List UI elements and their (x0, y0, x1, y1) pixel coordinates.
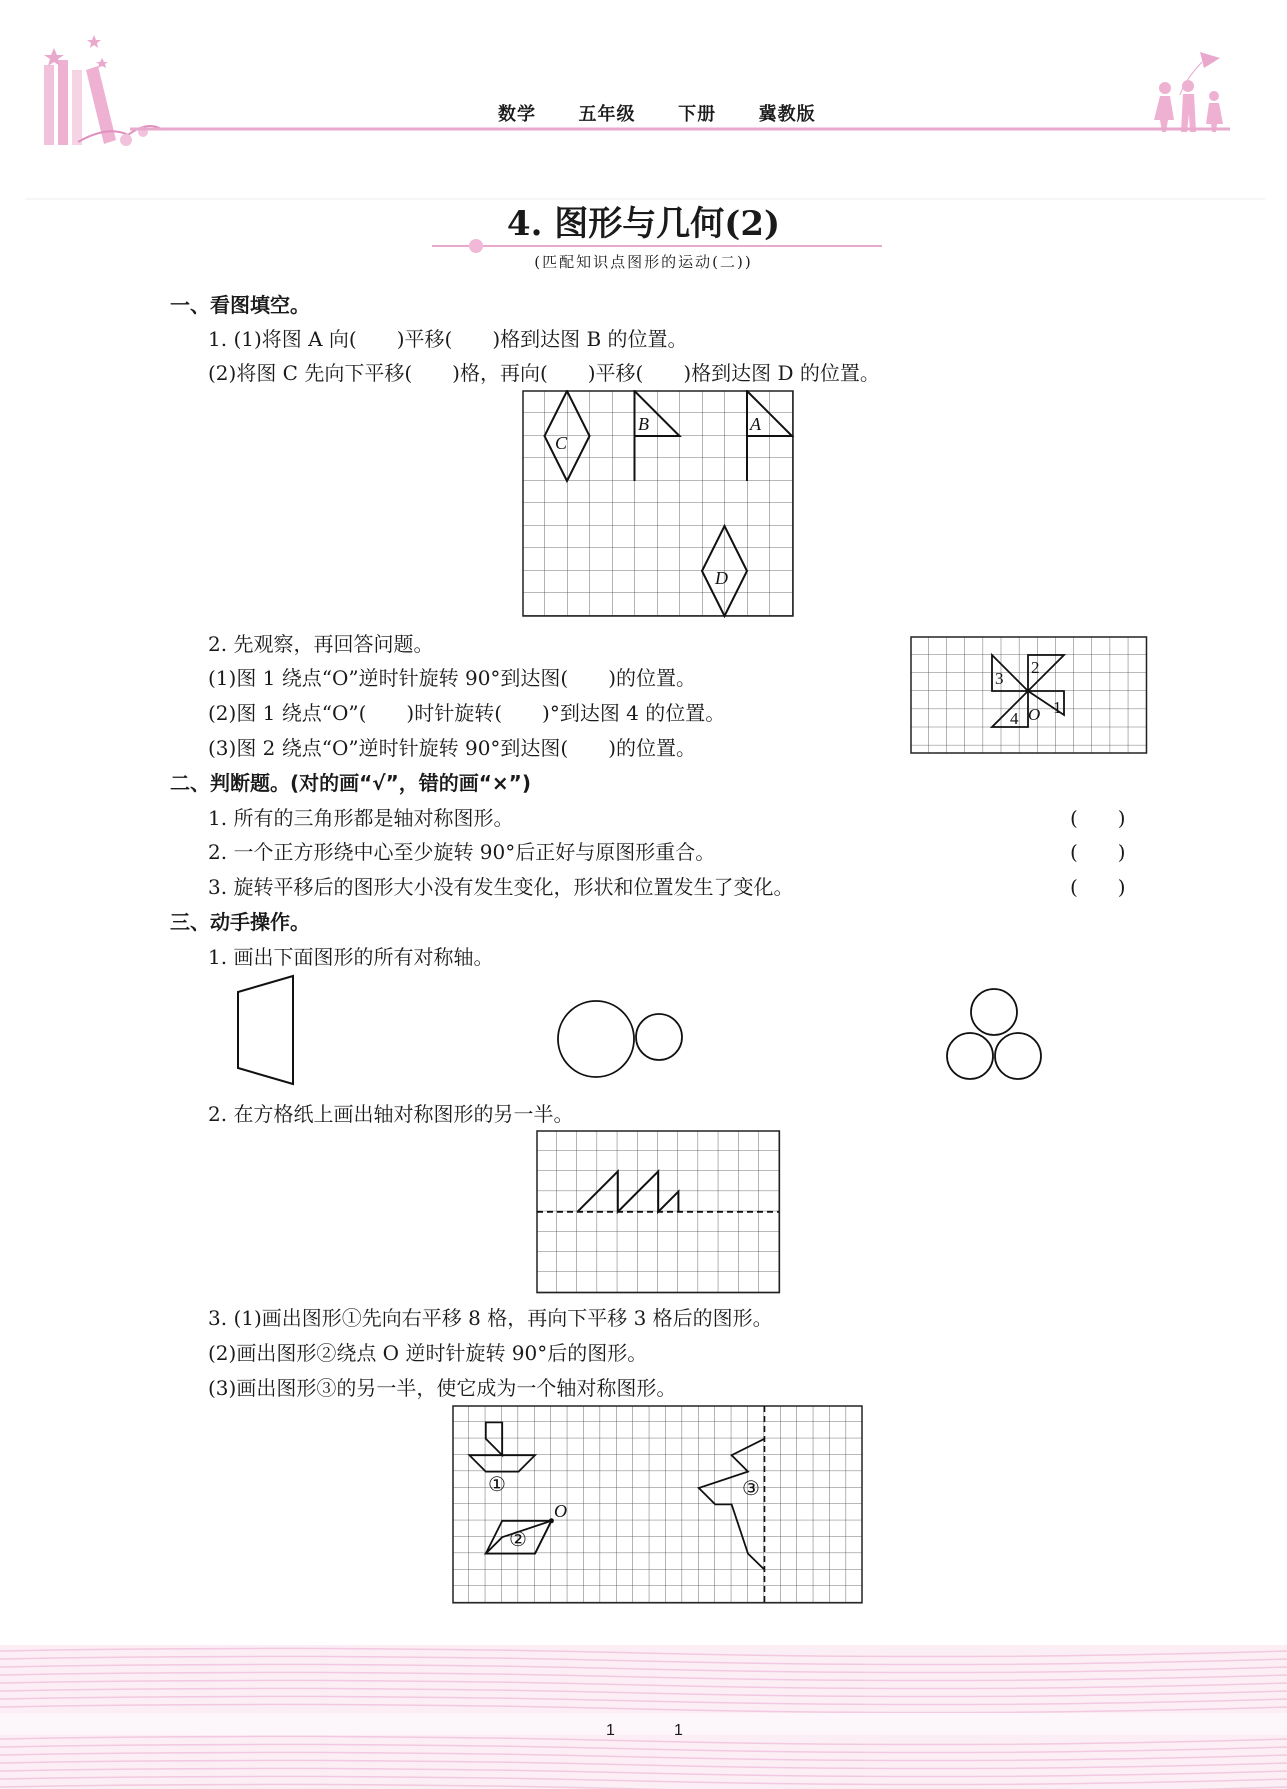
page-number-2: 1 (674, 1722, 683, 1739)
operation-question-3-1: 3. (1)画出图形①先向右平移 8 格，再向下平移 3 格后的图形。 (208, 1306, 773, 1330)
section-2-heading: 二、判断题。(对的画“√”，错的画“×”) (170, 771, 531, 795)
operation-question-3-3: (3)画出图形③的另一半，使它成为一个轴对称图形。 (208, 1376, 677, 1400)
label-d: D (715, 568, 728, 588)
question-2-1: (1)图 1 绕点“O”逆时针旋转 90°到达图( )的位置。 (208, 666, 697, 690)
answer-paren-2[interactable]: ( ) (1070, 840, 1126, 864)
transform-grid-figure (452, 1405, 864, 1605)
trapezoid-shape (232, 972, 302, 1090)
label-o-2: O (554, 1501, 567, 1521)
judge-item-1: 1. 所有的三角形都是轴对称图形。 (208, 806, 514, 830)
circle-label-1: ① (488, 1472, 506, 1496)
footer-background (0, 1645, 1287, 1789)
question-2-2: (2)图 1 绕点“O”( )时针旋转( )°到达图 4 的位置。 (208, 701, 726, 725)
question-2: 2. 先观察，再回答问题。 (208, 632, 434, 656)
label-3: 3 (995, 669, 1004, 688)
rotation-grid-figure (910, 636, 1148, 756)
question-1-2: (2)将图 C 先向下平移( )格，再向( )平移( )格到达图 D 的位置。 (208, 361, 880, 385)
page-number-1: 1 (606, 1722, 615, 1739)
header-decoration-left (38, 30, 168, 155)
operation-question-1: 1. 画出下面图形的所有对称轴。 (208, 945, 494, 969)
answer-paren-1[interactable]: ( ) (1070, 806, 1126, 830)
operation-question-3-2: (2)画出图形②绕点 O 逆时针旋转 90°后的图形。 (208, 1341, 648, 1365)
question-1-1: 1. (1)将图 A 向( )平移( )格到达图 B 的位置。 (208, 327, 688, 351)
question-2-3: (3)图 2 绕点“O”逆时针旋转 90°到达图( )的位置。 (208, 736, 697, 760)
circle-label-3: ③ (742, 1476, 760, 1500)
label-2: 2 (1031, 658, 1040, 677)
section-1-heading: 一、看图填空。 (170, 293, 310, 317)
page-title: 4. 图形与几何(2) (506, 204, 781, 244)
label-4: 4 (1010, 709, 1019, 728)
header-decoration-right (1140, 50, 1235, 135)
label-c: C (555, 433, 568, 453)
page-subtitle: (匹配知识点图形的运动(二)) (534, 253, 753, 271)
label-1: 1 (1053, 698, 1062, 717)
label-b: B (638, 414, 649, 434)
section-3-heading: 三、动手操作。 (170, 910, 310, 934)
header-title: 数学 五年级 下册 冀教版 (498, 104, 816, 125)
answer-paren-3[interactable]: ( ) (1070, 875, 1126, 899)
judge-item-3: 3. 旋转平移后的图形大小没有发生变化，形状和位置发生了变化。 (208, 875, 794, 899)
label-o: O (1028, 705, 1041, 724)
three-circles-shape (942, 986, 1046, 1086)
label-a: A (750, 414, 761, 434)
translation-grid-figure (522, 390, 796, 620)
two-circles-shape (552, 995, 687, 1085)
circle-label-2: ② (509, 1527, 527, 1551)
operation-question-2: 2. 在方格纸上画出轴对称图形的另一半。 (208, 1102, 574, 1126)
judge-item-2: 2. 一个正方形绕中心至少旋转 90°后正好与原图形重合。 (208, 840, 716, 864)
symmetry-grid-figure (536, 1130, 782, 1294)
header-rule (130, 126, 1230, 134)
